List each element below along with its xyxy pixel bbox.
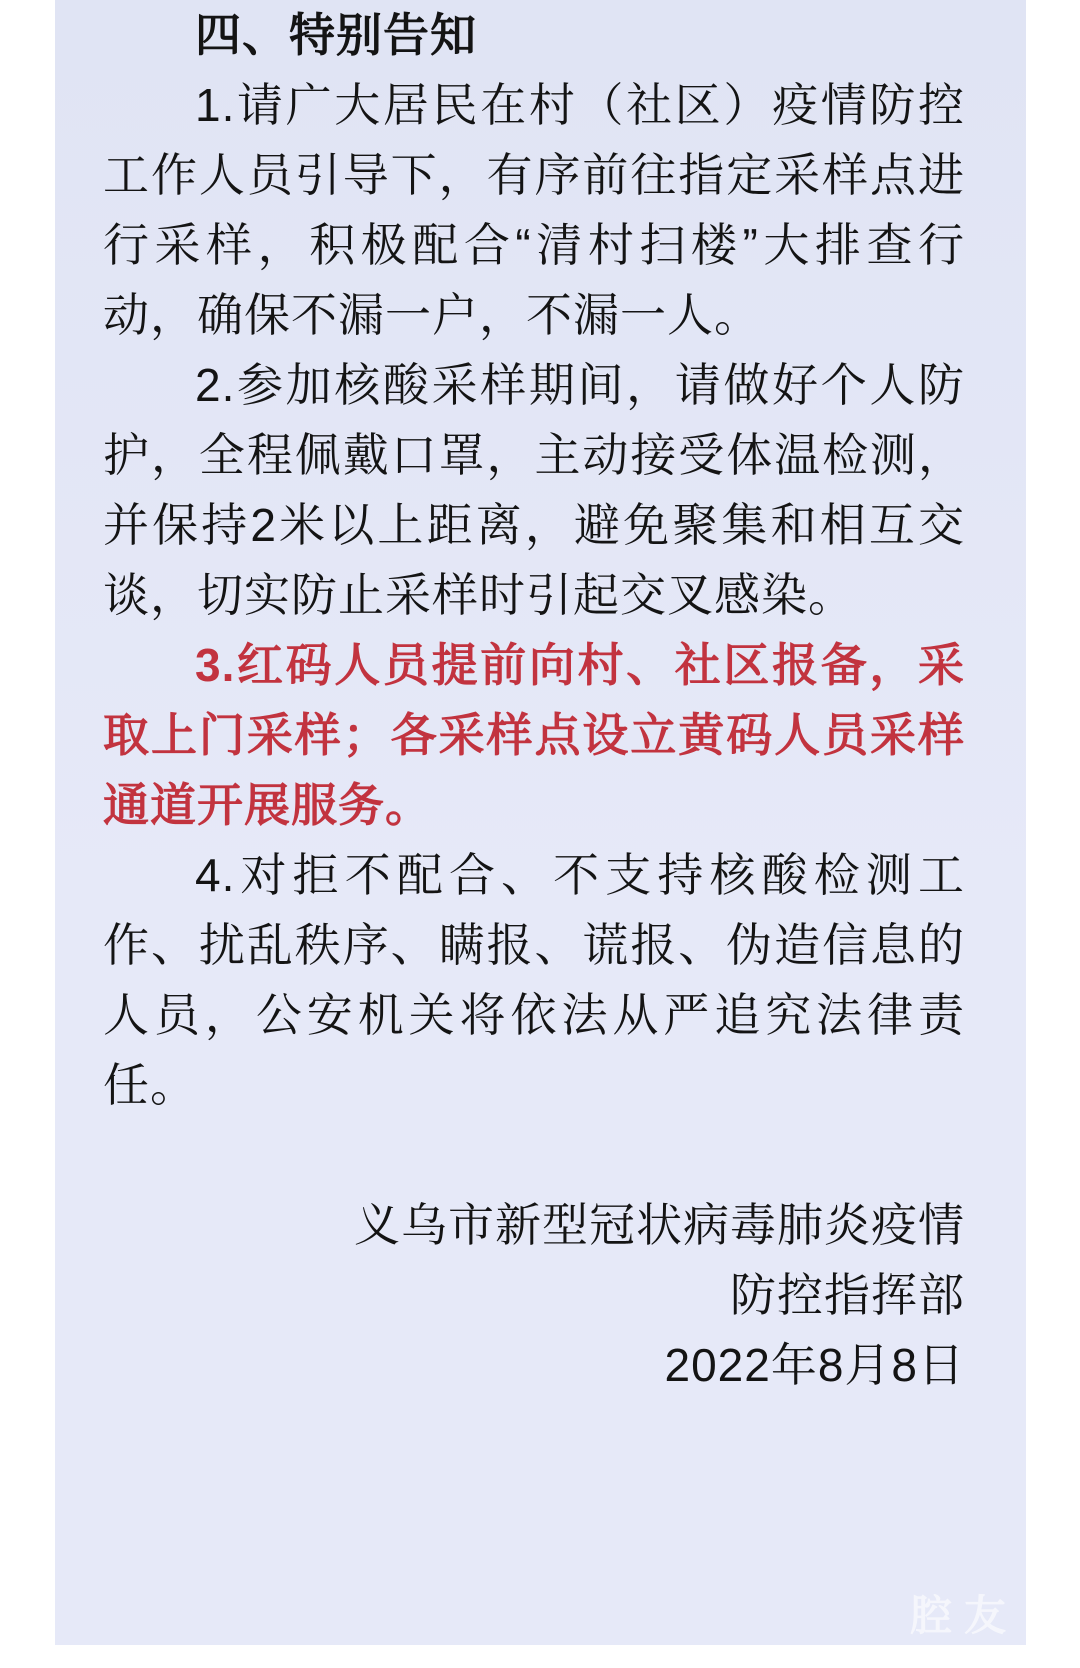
notice-content [55, 0, 1026, 1400]
signature-org-line-2: 防控指挥部 [730, 1269, 965, 1321]
signature-org-line-1: 义乌市新型冠状病毒肺炎疫情 [354, 1199, 965, 1251]
section-heading: 四、特别告知 [195, 9, 477, 61]
signature-block [103, 1190, 965, 1400]
paragraph-2: 2.参加核酸采样期间，请做好个人防护，全程佩戴口罩，主动接受体温检测，并保持2米以上距离，避免聚集和相互交谈，切实防止采样时引起交叉感染。 [103, 359, 965, 621]
notice-panel [55, 0, 1026, 1645]
watermark: 腔友 [909, 1592, 1018, 1639]
paragraph-1: 1.请广大居民在村（社区）疫情防控工作人员引导下，有序前往指定采样点进行采样，积极配合“清村扫楼”大排查行动，确保不漏一户，不漏一人。 [103, 79, 965, 341]
paragraph-3-highlighted: 3.红码人员提前向村、社区报备，采取上门采样；各采样点设立黄码人员采样通道开展服务。 [103, 639, 965, 831]
paragraph-4: 4.对拒不配合、不支持核酸检测工作、扰乱秩序、瞒报、谎报、伪造信息的人员，公安机关将依法从严追究法律责任。 [103, 849, 965, 1111]
signature-date: 2022年8月8日 [664, 1339, 965, 1391]
